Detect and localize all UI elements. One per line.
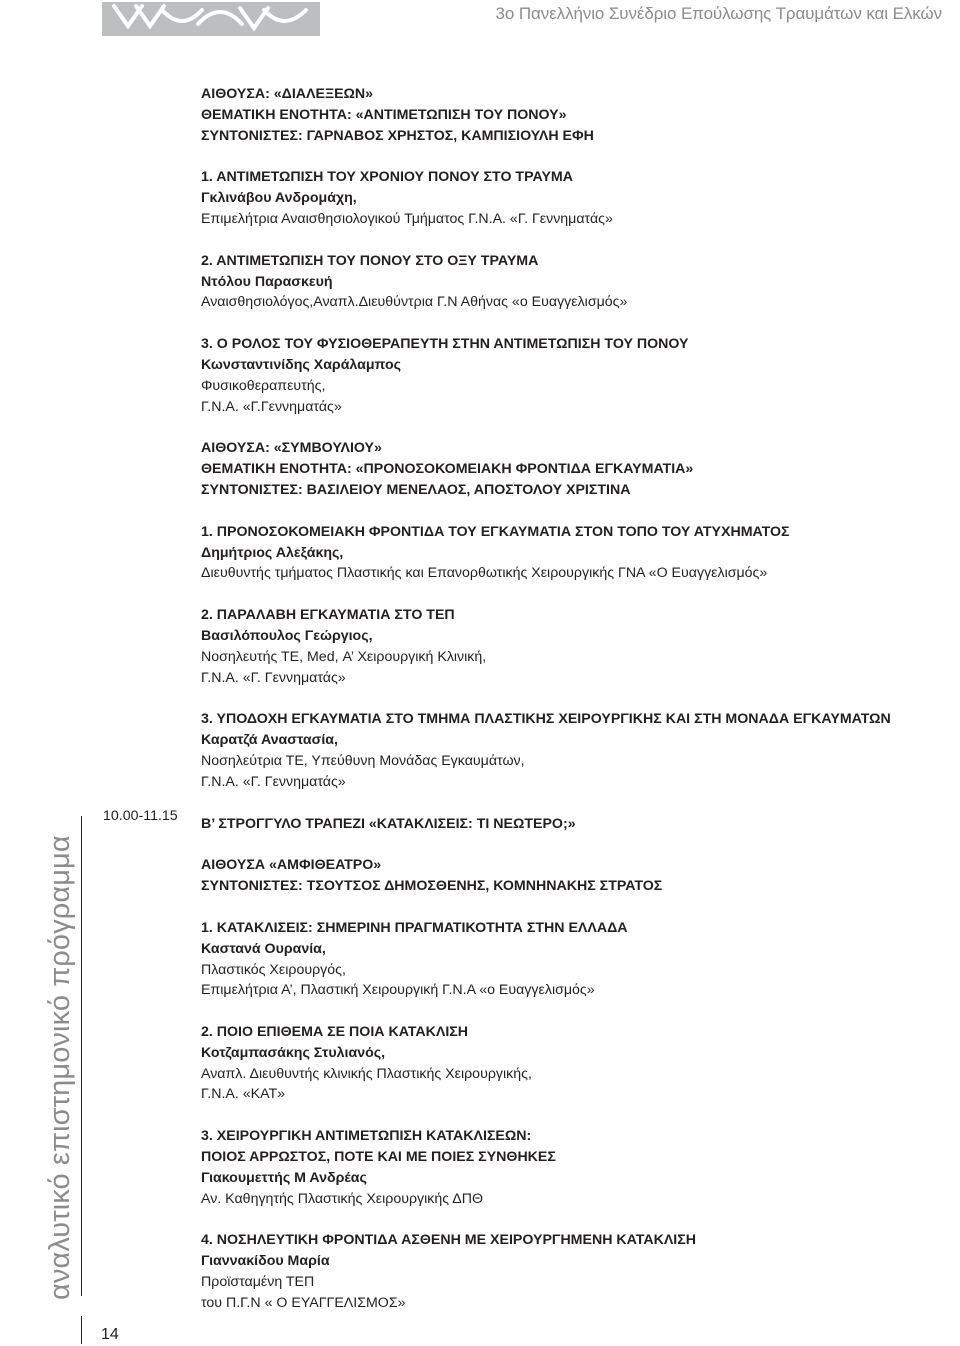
- session-theme: ΘΕΜΑΤΙΚΗ ΕΝΟΤΗΤΑ: «ΑΝΤΙΜΕΤΩΠΙΣΗ ΤΟΥ ΠΟΝΟΥ»: [201, 106, 567, 123]
- talk: [201, 1230, 941, 1313]
- talk-affiliation: Γ.Ν.Α. «Γ.Γεννηματάς»: [201, 398, 342, 415]
- session-header: [201, 438, 941, 500]
- talk-speaker: Δημήτριος Αλεξάκης,: [201, 544, 344, 561]
- talk-affiliation: Γ.Ν.Α. «ΚΑΤ»: [201, 1086, 286, 1103]
- talk-affiliation: Επιμελήτρια Αναισθησιολογικού Τμήματος Γ.Ν.Α. «Γ. Γεννηματάς»: [201, 210, 613, 227]
- session-header: [201, 814, 941, 835]
- session-room: ΑΙΘΟΥΣΑ: «ΣΥΜΒΟΥΛΙΟΥ»: [201, 440, 382, 457]
- talk-speaker: Γκλινάβου Ανδρομάχη,: [201, 190, 357, 207]
- talk-speaker: Ντόλου Παρασκευή: [201, 273, 333, 290]
- talk-title: 3. Ο ΡΟΛΟΣ ΤΟΥ ΦΥΣΙΟΘΕΡΑΠΕΥΤΗ ΣΤΗΝ ΑΝΤΙΜΕΤΩΠΙΣΗ ΤΟΥ ΠΟΝΟΥ: [201, 336, 689, 353]
- talk: [201, 709, 941, 792]
- page-number: 14: [101, 1326, 119, 1343]
- talk-title: 3. ΧΕΙΡΟΥΡΓΙΚΗ ΑΝΤΙΜΕΤΩΠΙΣΗ ΚΑΤΑΚΛΙΣΕΩΝ:: [201, 1128, 532, 1145]
- talk-affiliation: Πλαστικός Χειρουργός,: [201, 961, 346, 978]
- talk-speaker: Κοτζαμπασάκης Στυλιανός,: [201, 1044, 386, 1061]
- session-heading: Β’ ΣΤΡΟΓΓΥΛΟ ΤΡΑΠΕΖΙ «ΚΑΤΑΚΛΙΣΕΙΣ: ΤΙ ΝΕΩΤΕΡΟ;»: [201, 815, 576, 832]
- talk-speaker: Γιαννακίδου Μαρία: [201, 1253, 330, 1270]
- talk-affiliation: Νοσηλευτής ΤΕ, Med, Α’ Χειρουργική Κλινική,: [201, 648, 487, 665]
- session-theme: ΘΕΜΑΤΙΚΗ ΕΝΟΤΗΤΑ: «ΠΡΟΝΟΣΟΚΟΜΕΙΑΚΗ ΦΡΟΝΤΙΔΑ ΕΓΚΑΥΜΑΤΙΑ»: [201, 461, 694, 478]
- talk-affiliation: Νοσηλεύτρια ΤΕ, Υπεύθυνη Μονάδας Εγκαυμάτων,: [201, 752, 525, 769]
- talk-speaker: Γιακουμεττής Μ Ανδρέας: [201, 1169, 367, 1186]
- talk: [201, 605, 941, 688]
- session-room: ΑΙΘΟΥΣΑ: «ΔΙΑΛΕΞΕΩΝ»: [201, 86, 374, 102]
- session-chairs: ΣΥΝΤΟΝΙΣΤΕΣ: ΓΑΡΝΑΒΟΣ ΧΡΗΣΤΟΣ, ΚΑΜΠΙΣΙΟΥΛΗ ΕΦΗ: [201, 127, 594, 144]
- talk: [201, 334, 941, 417]
- session-room: ΑΙΘΟΥΣΑ «ΑΜΦΙΘΕΑΤΡΟ»: [201, 857, 382, 874]
- talk-speaker: Βασιλόπουλος Γεώργιος,: [201, 627, 373, 644]
- session-header: [201, 84, 941, 146]
- talk: [201, 918, 941, 1001]
- talk-affiliation: Γ.Ν.Α. «Γ. Γεννηματάς»: [201, 669, 346, 686]
- session-time: 10.00-11.15: [103, 808, 178, 824]
- talk-affiliation: Επιμελήτρια Α’, Πλαστική Χειρουργική Γ.Ν.Α «ο Ευαγγελισμός»: [201, 982, 595, 999]
- talk-title: 1. ΠΡΟΝΟΣΟΚΟΜΕΙΑΚΗ ΦΡΟΝΤΙΔΑ ΤΟΥ ΕΓΚΑΥΜΑΤΙΑ ΣΤΟΝ ΤΟΠΟ ΤΟΥ ΑΤΥΧΗΜΑΤΟΣ: [201, 523, 790, 540]
- margin-divider: [81, 816, 82, 1296]
- talk: [201, 522, 941, 584]
- talk-title: 2. ΑΝΤΙΜΕΤΩΠΙΣΗ ΤΟΥ ΠΟΝΟΥ ΣΤΟ ΟΞΥ ΤΡΑΥΜΑ: [201, 252, 539, 269]
- talk-title: 1. ΚΑΤΑΚΛΙΣΕΙΣ: ΣΗΜΕΡΙΝΗ ΠΡΑΓΜΑΤΙΚΟΤΗΤΑ ΣΤΗΝ ΕΛΛΑΔΑ: [201, 919, 628, 936]
- session-chairs: ΣΥΝΤΟΝΙΣΤΕΣ: ΤΣΟΥΤΣΟΣ ΔΗΜΟΣΘΕΝΗΣ, ΚΟΜΝΗΝΑΚΗΣ ΣΤΡΑΤΟΣ: [201, 878, 663, 895]
- talk-affiliation: Προϊσταμένη ΤΕΠ: [201, 1274, 315, 1291]
- conference-title: 3ο Πανελλήνιο Συνέδριο Επούλωσης Τραυμάτων και Ελκών: [495, 4, 942, 23]
- talk: [201, 167, 941, 229]
- talk-title: 1. ΑΝΤΙΜΕΤΩΠΙΣΗ ΤΟΥ ΧΡΟΝΙΟΥ ΠΟΝΟΥ ΣΤΟ ΤΡΑΥΜΑ: [201, 169, 573, 186]
- talk-speaker: Καστανά Ουρανία,: [201, 940, 326, 957]
- talk-affiliation: του Π.Γ.Ν « Ο ΕΥΑΓΓΕΛΙΣΜΟΣ»: [201, 1294, 406, 1311]
- congress-logo-icon: [102, 2, 320, 36]
- talk-title: 2. ΠΟΙΟ ΕΠΙΘΕΜΑ ΣΕ ΠΟΙΑ ΚΑΤΑΚΛΙΣΗ: [201, 1024, 469, 1041]
- session-chairs: ΣΥΝΤΟΝΙΣΤΕΣ: ΒΑΣΙΛΕΙΟΥ ΜΕΝΕΛΑΟΣ, ΑΠΟΣΤΟΛΟΥ ΧΡΙΣΤΙΝΑ: [201, 481, 631, 498]
- talk-affiliation: Φυσικοθεραπευτής,: [201, 377, 326, 394]
- talk: [201, 251, 941, 313]
- talk: [201, 1022, 941, 1105]
- program-content: [201, 84, 941, 1314]
- talk-title: ΠΟΙΟΣ ΑΡΡΩΣΤΟΣ, ΠΟΤΕ ΚΑΙ ΜΕ ΠΟΙΕΣ ΣΥΝΘΗΚΕΣ: [201, 1149, 556, 1166]
- talk-affiliation: Γ.Ν.Α. «Γ. Γεννηματάς»: [201, 773, 346, 790]
- talk-title: 4. ΝΟΣΗΛΕΥΤΙΚΗ ΦΡΟΝΤΙΔΑ ΑΣΘΕΝΗ ΜΕ ΧΕΙΡΟΥΡΓΗΜΕΝΗ ΚΑΤΑΚΛΙΣΗ: [201, 1232, 696, 1249]
- talk: [201, 1126, 941, 1209]
- talk-affiliation: Αναισθησιολόγος,Αναπλ.Διευθύντρια Γ.Ν Αθήνας «ο Ευαγγελισμός»: [201, 294, 628, 311]
- talk-title: 2. ΠΑΡΑΛΑΒΗ ΕΓΚΑΥΜΑΤΙΑ ΣΤΟ ΤΕΠ: [201, 607, 455, 624]
- session-header: [201, 855, 941, 897]
- talk-affiliation: Αναπλ. Διευθυντής κλινικής Πλαστικής Χειρουργικής,: [201, 1065, 532, 1082]
- talk-title: 3. ΥΠΟΔΟΧΗ ΕΓΚΑΥΜΑΤΙΑ ΣΤΟ ΤΜΗΜΑ ΠΛΑΣΤΙΚΗΣ ΧΕΙΡΟΥΡΓΙΚΗΣ ΚΑΙ ΣΤΗ ΜΟΝΑΔΑ ΕΓΚΑΥΜΑΤΩΝ: [201, 711, 891, 728]
- talk-affiliation: Αν. Καθηγητής Πλαστικής Χειρουργικής ΔΠΘ: [201, 1190, 484, 1207]
- talk-affiliation: Διευθυντής τμήματος Πλαστικής και Επανορθωτικής Χειρουργικής ΓΝΑ «Ο Ευαγγελισμός»: [201, 565, 768, 582]
- page-number-divider: [81, 1316, 82, 1344]
- talk-speaker: Καρατζά Αναστασία,: [201, 732, 338, 749]
- talk-speaker: Κωνσταντινίδης Χαράλαμπος: [201, 356, 402, 373]
- section-vertical-title: αναλυτικό επιστημονικό πρόγραμμα: [44, 835, 76, 1300]
